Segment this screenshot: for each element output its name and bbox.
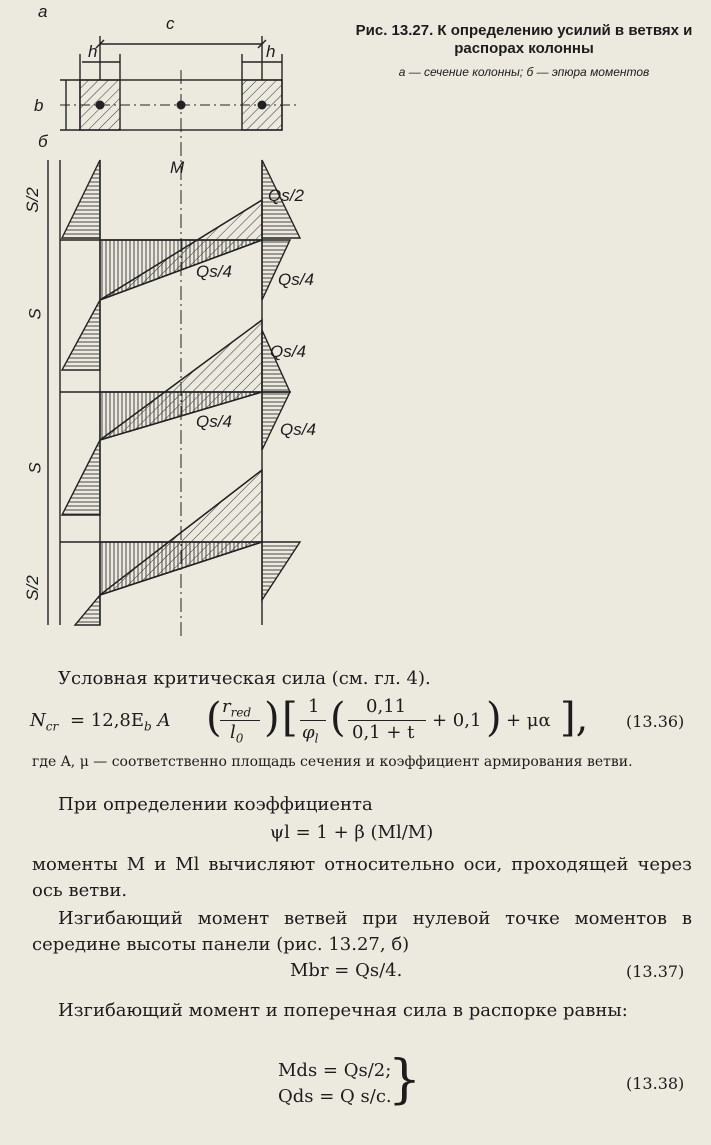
eq1-tail: + 0,1 (432, 710, 482, 731)
left-branch-axis-dot (96, 101, 105, 110)
label-M: M (170, 158, 185, 177)
label-s-half-top: S/2 (22, 187, 42, 213)
figure-caption-title: Рис. 13.27. К определению усилий в ветвях и распорах колонны (355, 22, 693, 57)
label-s-half-bottom: S/2 (22, 575, 42, 601)
eq1-den: 0,1 + t (352, 722, 415, 743)
label-a: а (38, 2, 48, 21)
eq1-lhs: $N_{cr}$ (30, 710, 59, 734)
eq2-number: (13.37) (626, 962, 685, 981)
moment-diagram (48, 160, 300, 625)
where-text: где A, μ — соответственно площадь сечения и коэффициент армирования ветви. (32, 754, 633, 770)
coef-intro-text: При определении коэффициента (58, 794, 373, 815)
moment-label-1: Qs/2 (268, 186, 304, 205)
strut-text: Изгибающий момент и поперечная сила в распорке равны: (58, 1000, 628, 1021)
label-b-dim: b (34, 96, 44, 115)
label-h-right: h (266, 42, 276, 61)
eq1-l0: $l_0$ (230, 722, 244, 746)
eq1-phi: $\varphi_l$ (302, 722, 319, 746)
moment-label-3: Qs/4 (278, 270, 314, 289)
eq-13-38-b: Qds = Q s/c. (278, 1086, 392, 1107)
figure-caption-legend: а — сечение колонны; б — эпюра моментов (398, 65, 650, 79)
eq1-body: = $12,8E_b$ A (70, 710, 171, 734)
eq1-rred: $r_{red}$ (222, 696, 252, 720)
moments-text: моменты M и Ml вычисляют относительно оси, проходящей через ось ветви. (32, 854, 692, 901)
psi-formula: ψl = 1 + β (Ml/M) (270, 822, 434, 843)
eq3-brace: } (388, 1050, 422, 1110)
label-s-1: S (25, 308, 45, 320)
moment-label-6: Qs/4 (280, 420, 316, 439)
equation-13-36: $N_{cr}$ = $12,8E_b$ A ( $r_{red}$ $l_0$ ) [ 1 $\varphi_l$ ( 0,11 0,1 + t + 0,1 ) + μα ], (13.36) (30, 695, 685, 746)
moment-label-2: Qs/4 (196, 262, 232, 281)
eq1-one: 1 (308, 696, 320, 717)
label-h-left: h (88, 42, 98, 61)
label-s-2: S (25, 462, 45, 474)
label-c: c (166, 14, 175, 33)
eq3-number: (13.38) (626, 1074, 685, 1093)
critical-force-text: Условная критическая сила (см. гл. 4). (58, 668, 431, 689)
moment-label-4: Qs/4 (270, 342, 306, 361)
bending-text: Изгибающий момент ветвей при нулевой точке моментов в середине высоты панели (рис. 13.27, б) (32, 908, 692, 955)
eq1-mu: + μα (506, 710, 551, 731)
eq-13-38-a: Mds = Qs/2; (278, 1060, 392, 1081)
right-branch-axis-dot (258, 101, 267, 110)
eq1-number: (13.36) (626, 712, 685, 731)
center-axis-dot (177, 101, 186, 110)
eq-13-37: Mbr = Qs/4. (290, 960, 403, 981)
moment-label-5: Qs/4 (196, 412, 232, 431)
eq1-011: 0,11 (366, 696, 407, 717)
label-b: б (38, 132, 48, 151)
